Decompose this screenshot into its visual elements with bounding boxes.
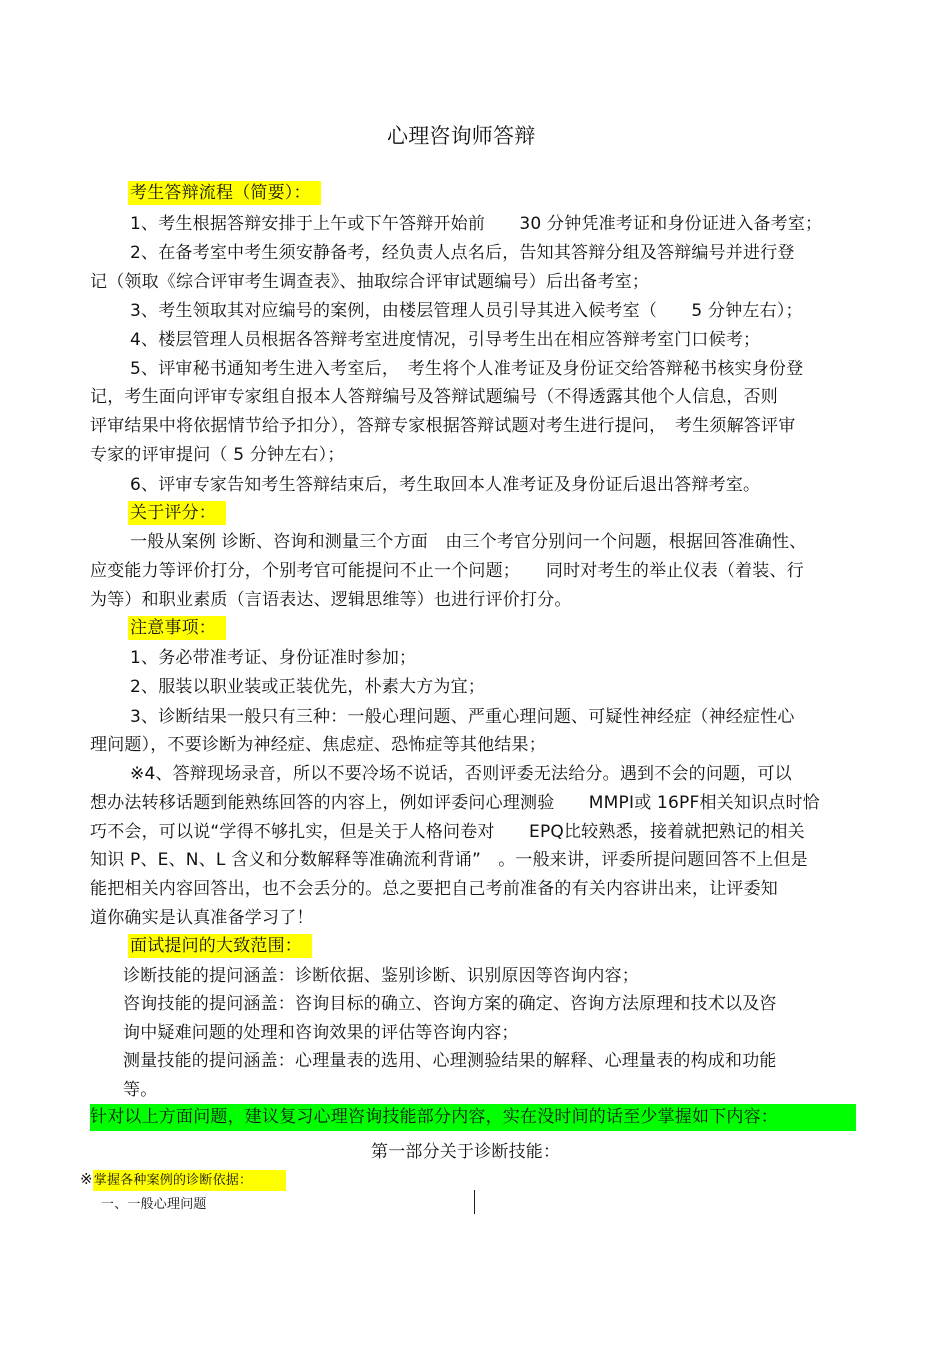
scope-line-5: 等。 — [123, 1080, 158, 1100]
small-item: 一、一般心理问题 — [101, 1197, 207, 1212]
process-line-9: 专家的评审提问（ 5 分钟左右）； — [90, 445, 345, 465]
process-line-8: 评审结果中将依据情节给予扣分），答辩专家根据答辩试题对考生进行提问， 考生须解答评审 — [90, 416, 796, 436]
process-line-10: 6、评审专家告知考生答辩结束后，考生取回本人准考证及身份证后退出答辩考室。 — [130, 475, 761, 495]
section-heading-scope: 面试提问的大致范围： — [128, 935, 312, 957]
notes-line-1: 1、务必带准考证、身份证准时参加； — [130, 648, 417, 668]
notes-line-3: 3、诊断结果一般只有三种：一般心理问题、严重心理问题、可疑性神经症（神经症性心 — [130, 707, 795, 727]
notes-line-4: 理问题），不要诊断为神经症、焦虑症、恐怖症等其他结果； — [90, 735, 546, 755]
scoring-line-2: 应变能力等评价打分，个别考官可能提问不止一个问题； 同时对考生的举止仪表（着装、行 — [90, 561, 804, 581]
page-title: 心理咨询师答辩 — [387, 124, 536, 148]
process-line-6: 5、评审秘书通知考生进入考室后， 考生将个人准考证及身份证交给答辩秘书核实身份登 — [130, 359, 804, 379]
text-cursor — [474, 1190, 475, 1214]
process-line-4: 3、考生领取其对应编号的案例，由楼层管理人员引导其进入候考室（ 5 分钟左右）； — [130, 301, 803, 321]
process-line-3: 记（领取《综合评审考生调查表》、抽取综合评审试题编号）后出备考室； — [90, 272, 650, 292]
scope-line-3: 询中疑难问题的处理和咨询效果的评估等咨询内容； — [123, 1023, 519, 1043]
part-one-heading: 第一部分关于诊断技能： — [371, 1142, 561, 1162]
scope-line-1: 诊断技能的提问涵盖：诊断依据、鉴别诊断、识别原因等咨询内容； — [123, 966, 639, 986]
process-line-2: 2、在备考室中考生须安静备考，经负责人点名后，告知其答辩分组及答辩编号并进行登 — [130, 243, 795, 263]
small-heading: ※掌握各种案例的诊断依据： — [80, 1170, 286, 1190]
green-banner: 针对以上方面问题，建议复习心理咨询技能部分内容，实在没时间的话至少掌握如下内容： — [90, 1104, 856, 1131]
notes-line-7: 巧不会，可以说“学得不够扎实，但是关于人格问卷对 EPQ比较熟悉，接着就把熟记的相关 — [90, 822, 805, 842]
section-heading-process: 考生答辩流程（简要）： — [128, 182, 321, 204]
scoring-line-1: 一般从案例 诊断、咨询和测量三个方面 由三个考官分别问一个问题，根据回答准确性、 — [130, 532, 807, 552]
process-line-7: 记，考生面向评审专家组自报本人答辩编号及答辩试题编号（不得透露其他个人信息，否则 — [90, 387, 778, 407]
notes-line-8: 知识 P、E、N、L 含义和分数解释等准确流利背诵” 。一般来讲，评委所提问题回答不上但是 — [90, 850, 808, 870]
reference-mark: ※ — [80, 1170, 93, 1188]
scope-line-2: 咨询技能的提问涵盖：咨询目标的确立、咨询方案的确定、咨询方法原理和技术以及咨 — [123, 994, 777, 1014]
notes-line-5: ※4、答辩现场录音，所以不要冷场不说话，否则评委无法给分。遇到不会的问题，可以 — [130, 764, 792, 784]
notes-line-10: 道你确实是认真准备学习了！ — [90, 908, 314, 928]
scope-line-4: 测量技能的提问涵盖：心理量表的选用、心理测验结果的解释、心理量表的构成和功能 — [123, 1051, 777, 1071]
notes-line-6: 想办法转移话题到能熟练回答的内容上，例如评委问心理测验 MMPI或 16PF相关知识点时恰 — [90, 793, 820, 813]
section-heading-notes: 注意事项： — [128, 617, 226, 639]
notes-line-9: 能把相关内容回答出，也不会丢分的。总之要把自己考前准备的有关内容讲出来，让评委知 — [90, 879, 778, 899]
process-line-1: 1、考生根据答辩安排于上午或下午答辩开始前 30 分钟凭准考证和身份证进入备考室； — [130, 214, 823, 234]
notes-line-2: 2、服装以职业装或正装优先，朴素大方为宜； — [130, 677, 486, 697]
process-line-5: 4、楼层管理人员根据各答辩考室进度情况，引导考生出在相应答辩考室门口候考； — [130, 330, 761, 350]
scoring-line-3: 为等）和职业素质（言语表达、逻辑思维等）也进行评价打分。 — [90, 590, 572, 610]
section-heading-scoring: 关于评分： — [128, 502, 226, 524]
